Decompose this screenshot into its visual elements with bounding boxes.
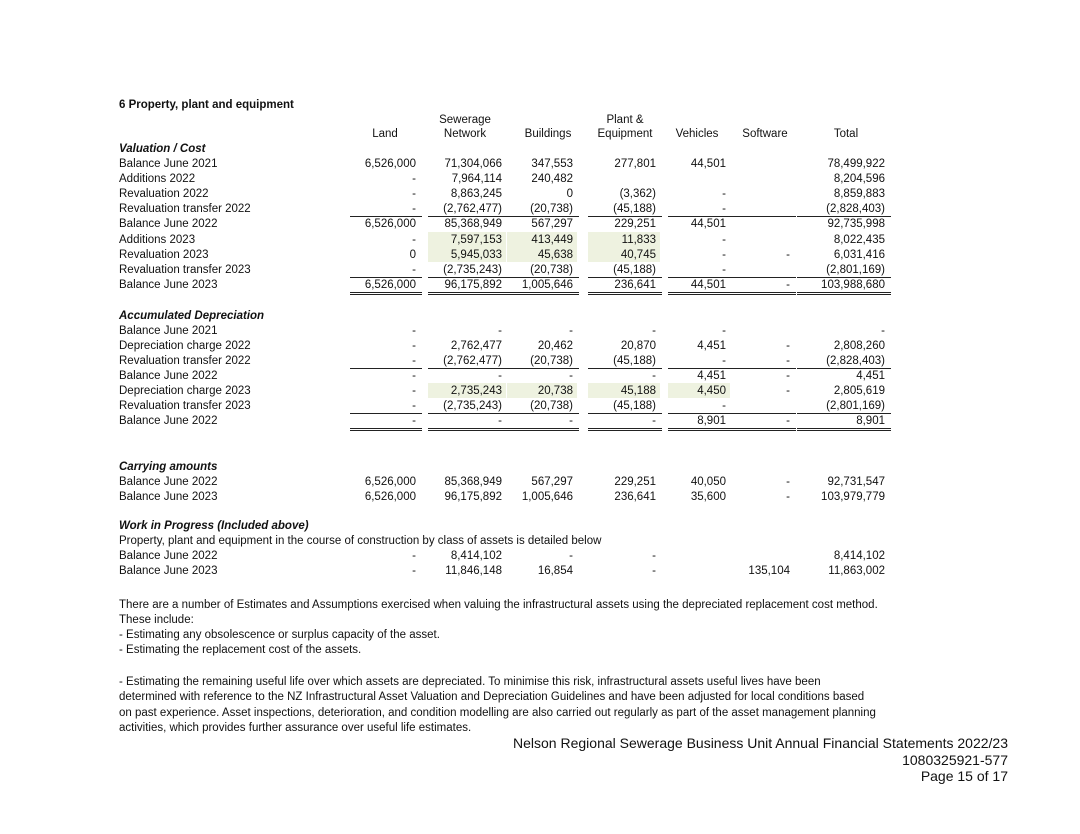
subtotal-rule	[588, 368, 662, 369]
table-cell: (45,188)	[613, 203, 656, 215]
subtotal-rule	[588, 413, 662, 414]
table-cell: -	[722, 188, 726, 200]
column-header-network: Network	[443, 128, 487, 140]
subtotal-rule	[428, 216, 508, 217]
table-cell: -	[722, 203, 726, 215]
subtotal-rule	[507, 277, 579, 278]
total-rule	[507, 294, 579, 295]
subtotal-rule	[797, 368, 891, 369]
subtotal-rule	[507, 413, 579, 414]
total-rule	[507, 292, 579, 293]
row-label: Balance June 2022	[119, 218, 218, 230]
total-rule	[588, 428, 662, 429]
total-rule	[428, 430, 508, 431]
table-cell: -	[412, 370, 416, 382]
table-cell: 135,104	[748, 565, 790, 577]
table-cell: 240,482	[531, 173, 573, 185]
table-cell: (2,828,403)	[826, 203, 885, 215]
total-rule	[350, 292, 422, 293]
table-cell: (20,738)	[530, 400, 573, 412]
table-cell: (20,738)	[530, 203, 573, 215]
subtotal-rule	[797, 277, 891, 278]
subtotal-rule	[668, 413, 732, 414]
table-cell: 277,801	[614, 158, 656, 170]
table-cell: 2,762,477	[450, 340, 502, 352]
table-cell: -	[786, 279, 790, 291]
table-cell: (2,801,169)	[826, 264, 885, 276]
table-cell: 71,304,066	[444, 158, 502, 170]
table-cell: 8,901	[856, 415, 885, 427]
table-cell: -	[569, 550, 573, 562]
table-cell: -	[569, 415, 573, 427]
table-cell: -	[412, 565, 416, 577]
total-rule	[350, 430, 422, 431]
total-rule	[668, 430, 732, 431]
table-cell: 8,204,596	[833, 173, 885, 185]
section-heading: Work in Progress (Included above)	[119, 520, 309, 532]
table-cell: 347,553	[531, 158, 573, 170]
table-cell: -	[412, 550, 416, 562]
table-cell: -	[652, 325, 656, 337]
table-cell: 8,414,102	[450, 550, 502, 562]
table-cell: -	[569, 325, 573, 337]
table-cell: 44,501	[690, 279, 726, 291]
table-cell: (2,735,243)	[443, 264, 502, 276]
table-cell: 0	[566, 188, 573, 200]
table-cell: 236,641	[614, 491, 656, 503]
table-cell: 85,368,949	[444, 476, 502, 488]
table-cell: 103,979,779	[821, 491, 885, 503]
table-cell: 11,846,148	[445, 565, 502, 577]
subtotal-rule	[428, 277, 508, 278]
note-bullet-replacement-cost: - Estimating the replacement cost of the assets.	[119, 644, 362, 656]
table-cell: 103,988,680	[821, 279, 885, 291]
total-rule	[732, 430, 796, 431]
table-cell: 8,414,102	[833, 550, 885, 562]
column-header-total: Total	[833, 128, 859, 140]
subtotal-rule	[797, 216, 891, 217]
table-cell: 567,297	[531, 476, 573, 488]
table-cell: -	[412, 340, 416, 352]
table-cell: 20,870	[620, 340, 656, 352]
total-rule	[732, 292, 796, 293]
column-header-software: Software	[742, 128, 788, 140]
column-header-top: Plant &	[606, 114, 644, 126]
table-cell: 4,450	[697, 385, 726, 397]
footer-doc-id: 1080325921-577	[902, 752, 1008, 768]
table-cell: 236,641	[614, 279, 656, 291]
column-header-equipment: Equipment	[597, 128, 653, 140]
row-label: Balance June 2022	[119, 415, 218, 427]
subtotal-rule	[507, 216, 579, 217]
table-cell: 44,501	[690, 158, 726, 170]
table-cell: (20,738)	[530, 355, 573, 367]
note-bullet-obsolescence: - Estimating any obsolescence or surplus capacity of the asset.	[119, 629, 440, 641]
table-cell: -	[412, 355, 416, 367]
total-rule	[588, 294, 662, 295]
table-cell: 85,368,949	[444, 218, 502, 230]
subtotal-rule	[588, 216, 662, 217]
table-cell: -	[722, 355, 726, 367]
subtotal-rule	[732, 368, 796, 369]
subtotal-rule	[350, 277, 422, 278]
table-cell: (2,828,403)	[826, 355, 885, 367]
table-cell: -	[786, 491, 790, 503]
table-cell: -	[498, 370, 502, 382]
row-label: Revaluation transfer 2022	[119, 355, 251, 367]
table-cell: -	[786, 385, 790, 397]
column-header-buildings: Buildings	[524, 128, 572, 140]
subtotal-rule	[428, 368, 508, 369]
table-cell: -	[498, 415, 502, 427]
row-label: Balance June 2023	[119, 565, 218, 577]
total-rule	[732, 428, 796, 429]
table-cell: 45,638	[537, 249, 573, 261]
table-cell: 44,501	[690, 218, 726, 230]
table-cell: 413,449	[531, 234, 573, 246]
table-cell: -	[786, 476, 790, 488]
subtotal-rule	[350, 413, 422, 414]
table-cell: 20,462	[537, 340, 573, 352]
table-cell: -	[786, 340, 790, 352]
subtotal-rule	[507, 368, 579, 369]
total-rule	[797, 292, 891, 293]
table-cell: -	[412, 415, 416, 427]
table-cell: -	[652, 550, 656, 562]
total-rule	[797, 430, 891, 431]
total-rule	[588, 430, 662, 431]
table-cell: 11,863,002	[828, 565, 885, 577]
table-cell: -	[722, 234, 726, 246]
table-cell: 2,735,243	[450, 385, 502, 397]
row-label: Depreciation charge 2022	[119, 340, 251, 352]
table-cell: 6,526,000	[364, 491, 416, 503]
table-cell: (3,362)	[619, 188, 656, 200]
subtotal-rule	[588, 277, 662, 278]
row-label: Revaluation 2023	[119, 249, 209, 261]
table-cell: 96,175,892	[444, 491, 502, 503]
table-cell: 4,451	[697, 340, 726, 352]
table-cell: 8,901	[697, 415, 726, 427]
row-label: Balance June 2022	[119, 550, 218, 562]
subtotal-rule	[732, 216, 796, 217]
table-cell: -	[786, 415, 790, 427]
note-bullet-useful-life: - Estimating the remaining useful life over which assets are depreciated. To minimise this risk, infrastructural assets useful lives have been determined with reference to the NZ Infrastructural Asset Valuation and Depreciation Guidelines and have been adjusted for local conditions based on past experience. Asset inspections, deterioration, and condition modelling are also carried out regularly as part of the asset management planning activities, which provides further assurance over useful life estimates.	[119, 676, 876, 734]
subtotal-rule	[732, 277, 796, 278]
table-cell: 1,005,646	[521, 279, 573, 291]
table-cell: 5,945,033	[450, 249, 502, 261]
row-label: Balance June 2022	[119, 476, 218, 488]
row-label: Balance June 2023	[119, 491, 218, 503]
table-cell: 8,022,435	[833, 234, 885, 246]
table-cell: -	[412, 385, 416, 397]
table-cell: 35,600	[690, 491, 726, 503]
note-paragraph: There are a number of Estimates and Assumptions exercised when valuing the infrastructural assets using the depreciated replacement cost method. These include:	[119, 599, 878, 627]
table-cell: -	[652, 565, 656, 577]
subtotal-rule	[668, 216, 732, 217]
table-cell: 7,964,114	[451, 173, 502, 185]
column-header-land: Land	[372, 128, 398, 140]
table-cell: -	[498, 325, 502, 337]
subtotal-rule	[668, 368, 732, 369]
table-cell: (45,188)	[613, 264, 656, 276]
total-rule	[428, 428, 508, 429]
table-cell: 6,526,000	[364, 218, 416, 230]
subtotal-rule	[668, 277, 732, 278]
total-rule	[797, 428, 891, 429]
table-cell: -	[652, 415, 656, 427]
table-cell: -	[412, 325, 416, 337]
total-rule	[507, 428, 579, 429]
column-header-vehicles: Vehicles	[675, 128, 719, 140]
table-cell: 567,297	[531, 218, 573, 230]
table-cell: 6,031,416	[833, 249, 885, 261]
table-cell: -	[412, 188, 416, 200]
table-cell: -	[412, 264, 416, 276]
table-cell: 40,050	[690, 476, 726, 488]
table-cell: -	[881, 325, 885, 337]
total-rule	[668, 292, 732, 293]
table-cell: -	[786, 370, 790, 382]
total-rule	[797, 294, 891, 295]
table-cell: 6,526,000	[364, 158, 416, 170]
section-heading: Accumulated Depreciation	[119, 310, 265, 322]
table-cell: 16,854	[537, 565, 573, 577]
table-cell: (45,188)	[613, 400, 656, 412]
row-label: Additions 2023	[119, 234, 196, 246]
row-label: Balance June 2021	[119, 325, 218, 337]
table-cell: -	[722, 325, 726, 337]
table-cell: 4,451	[856, 370, 885, 382]
table-cell: (45,188)	[613, 355, 656, 367]
table-cell: -	[722, 264, 726, 276]
total-rule	[507, 430, 579, 431]
table-cell: (2,801,169)	[826, 400, 885, 412]
row-label: Depreciation charge 2023	[119, 385, 251, 397]
table-cell: -	[722, 400, 726, 412]
table-cell: (2,762,477)	[443, 355, 502, 367]
table-cell: (2,735,243)	[443, 400, 502, 412]
table-cell: 40,745	[620, 249, 656, 261]
total-rule	[668, 428, 732, 429]
subtotal-rule	[428, 413, 508, 414]
footer-page-number: Page 15 of 17	[920, 768, 1008, 784]
footer-title: Nelson Regional Sewerage Business Unit Annual Financial Statements 2022/23	[513, 735, 1008, 751]
table-cell: -	[722, 249, 726, 261]
total-rule	[588, 292, 662, 293]
table-cell: 8,863,245	[450, 188, 502, 200]
table-cell: 0	[409, 249, 416, 261]
table-cell: 8,859,883	[833, 188, 885, 200]
table-cell: -	[786, 355, 790, 367]
subtotal-rule	[797, 413, 891, 414]
row-label: Balance June 2021	[119, 158, 218, 170]
total-rule	[732, 294, 796, 295]
section-title: 6 Property, plant and equipment	[119, 99, 294, 111]
subtotal-rule	[350, 216, 422, 217]
table-cell: 1,005,646	[521, 491, 573, 503]
table-cell: 45,188	[620, 385, 656, 397]
table-cell: -	[569, 370, 573, 382]
row-label: Balance June 2022	[119, 370, 218, 382]
total-rule	[350, 428, 422, 429]
table-cell: (20,738)	[530, 264, 573, 276]
row-label: Additions 2022	[119, 173, 196, 185]
table-cell: 6,526,000	[364, 476, 416, 488]
row-label: Property, plant and equipment in the course of construction by class of assets is detailed below	[119, 535, 602, 547]
total-rule	[668, 294, 732, 295]
column-header-top: Sewerage	[439, 114, 491, 126]
table-cell: 78,499,922	[827, 158, 885, 170]
table-cell: 96,175,892	[444, 279, 502, 291]
table-cell: 92,731,547	[827, 476, 885, 488]
table-cell: -	[652, 370, 656, 382]
table-cell: -	[412, 400, 416, 412]
table-cell: -	[412, 203, 416, 215]
table-cell: 2,808,260	[833, 340, 885, 352]
subtotal-rule	[732, 413, 796, 414]
total-rule	[428, 292, 508, 293]
row-label: Revaluation transfer 2023	[119, 400, 251, 412]
table-cell: -	[786, 249, 790, 261]
total-rule	[428, 294, 508, 295]
section-heading: Valuation / Cost	[119, 143, 206, 155]
row-label: Revaluation 2022	[119, 188, 209, 200]
table-cell: 6,526,000	[364, 279, 416, 291]
row-label: Revaluation transfer 2023	[119, 264, 251, 276]
row-label: Balance June 2023	[119, 279, 218, 291]
section-heading: Carrying amounts	[119, 461, 218, 473]
total-rule	[350, 294, 422, 295]
table-cell: 7,597,153	[450, 234, 502, 246]
table-cell: 92,735,998	[827, 218, 885, 230]
table-cell: 229,251	[614, 218, 656, 230]
table-cell: 20,738	[537, 385, 573, 397]
table-cell: 229,251	[614, 476, 656, 488]
table-cell: -	[412, 234, 416, 246]
row-label: Revaluation transfer 2022	[119, 203, 251, 215]
table-cell: 2,805,619	[833, 385, 885, 397]
table-cell: 4,451	[697, 370, 726, 382]
table-cell: (2,762,477)	[443, 203, 502, 215]
subtotal-rule	[350, 368, 422, 369]
table-cell: -	[412, 173, 416, 185]
table-cell: 11,833	[621, 234, 656, 246]
